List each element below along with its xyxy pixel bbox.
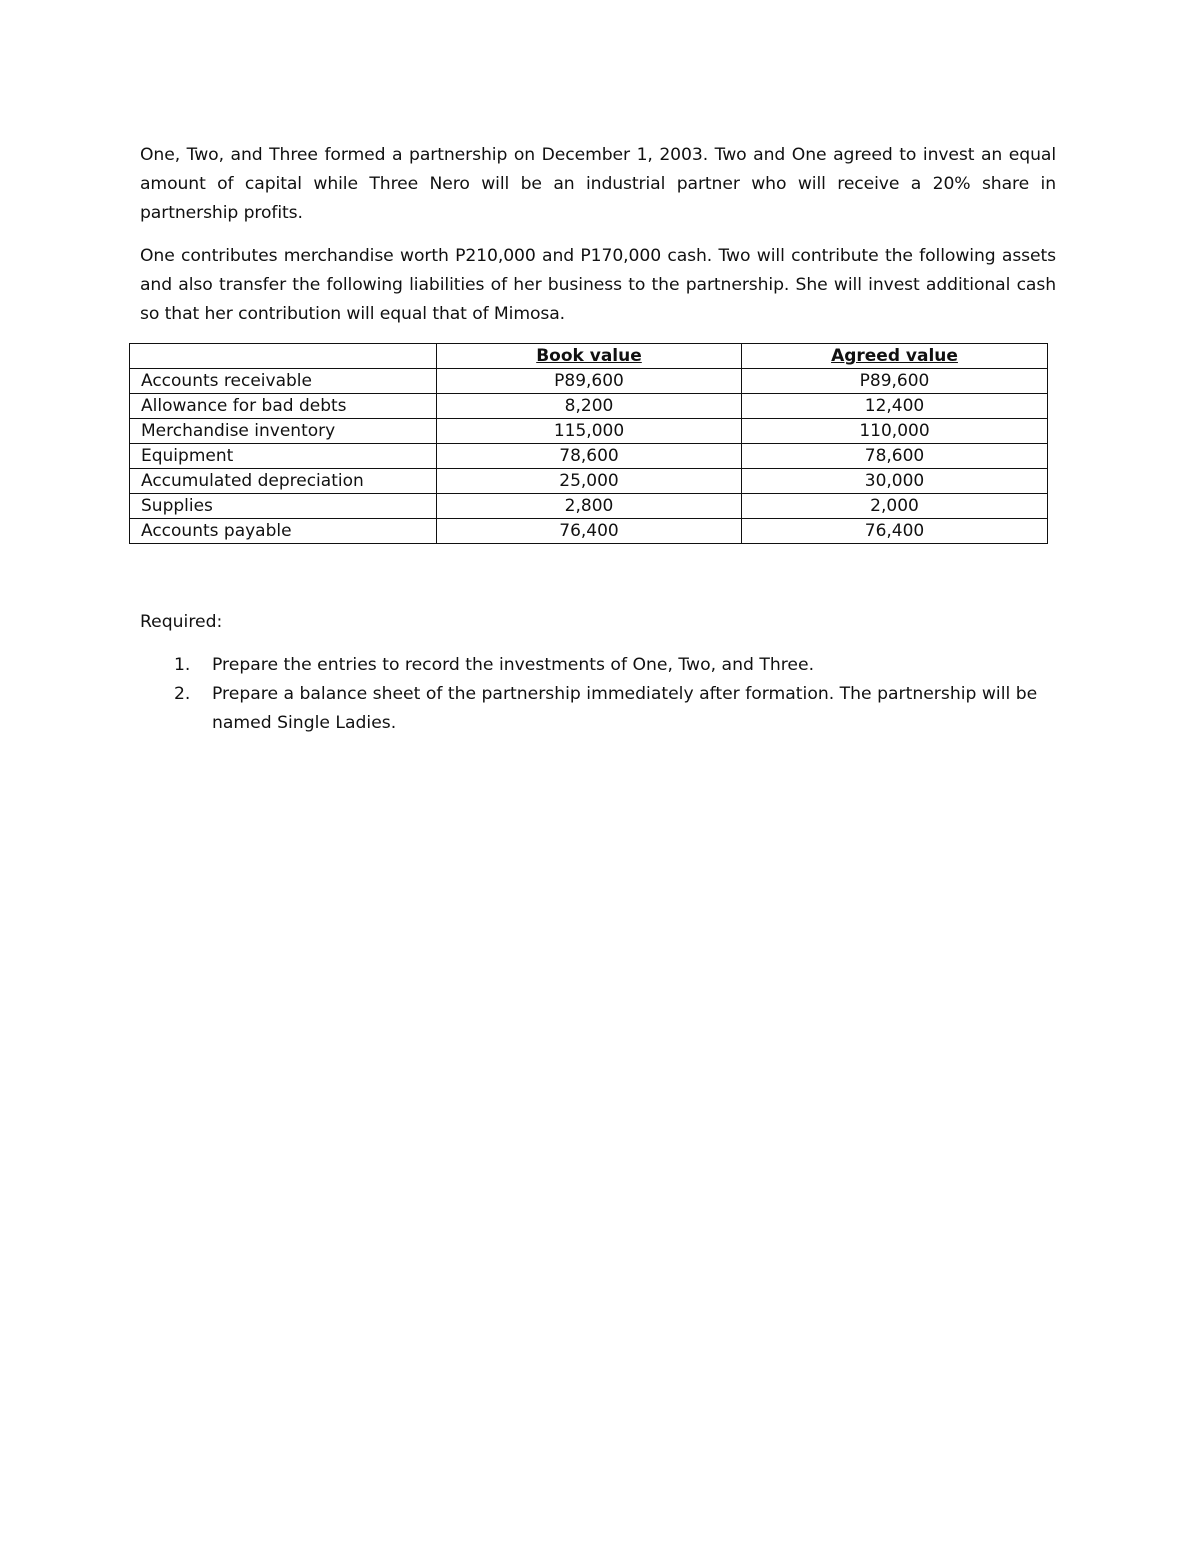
book-value: 115,000	[437, 419, 742, 444]
table-row	[130, 419, 1048, 444]
header-book-value: Book value	[437, 344, 742, 369]
list-item-text: Prepare a balance sheet of the partnership immediately after formation. The partnership will be named Single Ladies.	[212, 684, 1038, 733]
account-name: Accumulated depreciation	[130, 469, 437, 494]
book-value: 78,600	[437, 444, 742, 469]
book-value: P89,600	[437, 369, 742, 394]
table-row	[130, 519, 1048, 544]
book-value: 76,400	[437, 519, 742, 544]
agreed-value: 12,400	[742, 394, 1048, 419]
account-name: Supplies	[130, 494, 437, 519]
agreed-value: 76,400	[742, 519, 1048, 544]
header-blank	[130, 344, 437, 369]
table-row	[130, 494, 1048, 519]
list-marker: 2.	[174, 684, 191, 704]
book-value: 25,000	[437, 469, 742, 494]
book-value: 8,200	[437, 394, 742, 419]
agreed-value: 30,000	[742, 469, 1048, 494]
list-item	[140, 651, 1056, 680]
account-name: Accounts receivable	[130, 369, 437, 394]
intro-paragraph: One, Two, and Three formed a partnership on December 1, 2003. Two and One agreed to invest an equal amount of capital while Three Nero will be an industrial partner who will receive a 20% share in partnership profits.	[140, 145, 1056, 223]
account-name: Merchandise inventory	[130, 419, 437, 444]
table-header-row	[130, 344, 1048, 369]
account-name: Equipment	[130, 444, 437, 469]
agreed-value: P89,600	[742, 369, 1048, 394]
list-item	[140, 680, 1056, 738]
required-heading: Required:	[140, 612, 223, 632]
agreed-value: 78,600	[742, 444, 1048, 469]
account-name: Accounts payable	[130, 519, 437, 544]
agreed-value: 110,000	[742, 419, 1048, 444]
list-item-text: Prepare the entries to record the investments of One, Two, and Three.	[212, 655, 815, 675]
table-row	[130, 469, 1048, 494]
contribution-paragraph: One contributes merchandise worth P210,000 and P170,000 cash. Two will contribute the following assets and also transfer the following liabilities of her business to the partnership. She will invest additional cash so that her contribution will equal that of Mimosa.	[140, 246, 1056, 324]
list-marker: 1.	[174, 655, 191, 675]
header-agreed-value: Agreed value	[742, 344, 1048, 369]
book-value: 2,800	[437, 494, 742, 519]
assets-table	[129, 343, 1048, 544]
table-row	[130, 394, 1048, 419]
table-row	[130, 369, 1048, 394]
account-name: Allowance for bad debts	[130, 394, 437, 419]
required-list	[140, 651, 1056, 738]
table-row	[130, 444, 1048, 469]
agreed-value: 2,000	[742, 494, 1048, 519]
